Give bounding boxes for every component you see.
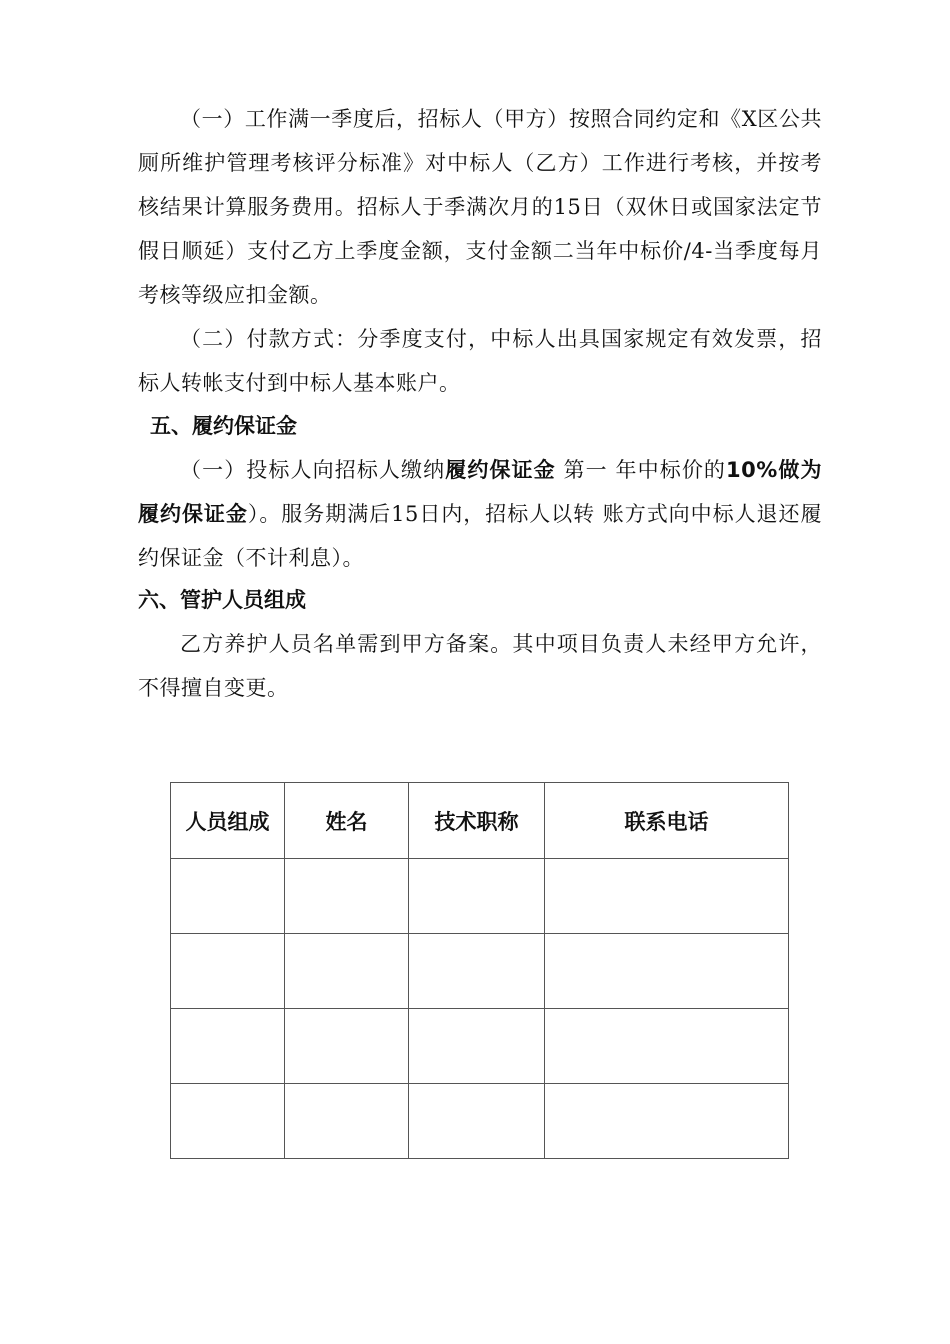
table-cell (545, 1009, 789, 1084)
payment-method-paragraph: （二）付款方式：分季度支付，中标人出具国家规定有效发票，招标人转帐支付到中标人基本账户。 (138, 327, 822, 395)
table-cell (409, 859, 545, 934)
header-name: 姓名 (285, 783, 409, 859)
staff-table (170, 782, 789, 1159)
table-cell (171, 859, 285, 934)
table-cell (285, 1009, 409, 1084)
bond-text-bold-2: 10%做为履约保证金 (138, 458, 823, 526)
table-row (171, 1009, 789, 1084)
table-cell (409, 1084, 545, 1159)
table-row (171, 1084, 789, 1159)
table-cell (285, 934, 409, 1009)
table-cell (409, 1009, 545, 1084)
bond-text-bold-1: 履约保证金 (445, 458, 556, 482)
section-heading-staff: 六、管护人员组成 (138, 588, 306, 612)
header-phone: 联系电话 (545, 783, 789, 859)
section-heading-performance-bond: 五、履约保证金 (150, 414, 297, 438)
header-role: 人员组成 (171, 783, 285, 859)
table-row (171, 934, 789, 1009)
bond-text-1: （一）投标人向招标人缴纳 (180, 458, 446, 482)
table-cell (545, 1084, 789, 1159)
table-cell (545, 859, 789, 934)
staff-paragraph: 乙方养护人员名单需到甲方备案。其中项目负责人未经甲方允许，不得擅自变更。 (138, 632, 822, 700)
table-cell (171, 1009, 285, 1084)
table-cell (171, 1084, 285, 1159)
table-cell (285, 1084, 409, 1159)
table-cell (171, 934, 285, 1009)
payment-schedule-paragraph: （一）工作满一季度后，招标人（甲方）按照合同约定和《X区公共厕所维护管理考核评分标准》对中标人（乙方）工作进行考核，并按考核结果计算服务费用。招标人于季满次月的15日（双休日或国家法定节假日顺延）支付乙方上季度金额，支付金额二当年中标价/4-当季度每月考核等级应扣金额。 (138, 107, 822, 307)
table-row (171, 859, 789, 934)
bond-text-3: ）。服务期满后15日内，招标人以转 账方式向中标人退还履约保证金（不计利息）。 (138, 502, 822, 570)
performance-bond-paragraph (138, 448, 822, 580)
table-cell (545, 934, 789, 1009)
header-title: 技术职称 (409, 783, 545, 859)
table-cell (409, 934, 545, 1009)
table-header-row (171, 783, 789, 859)
table-cell (285, 859, 409, 934)
bond-text-2: 第一 年中标价的 (555, 458, 727, 482)
